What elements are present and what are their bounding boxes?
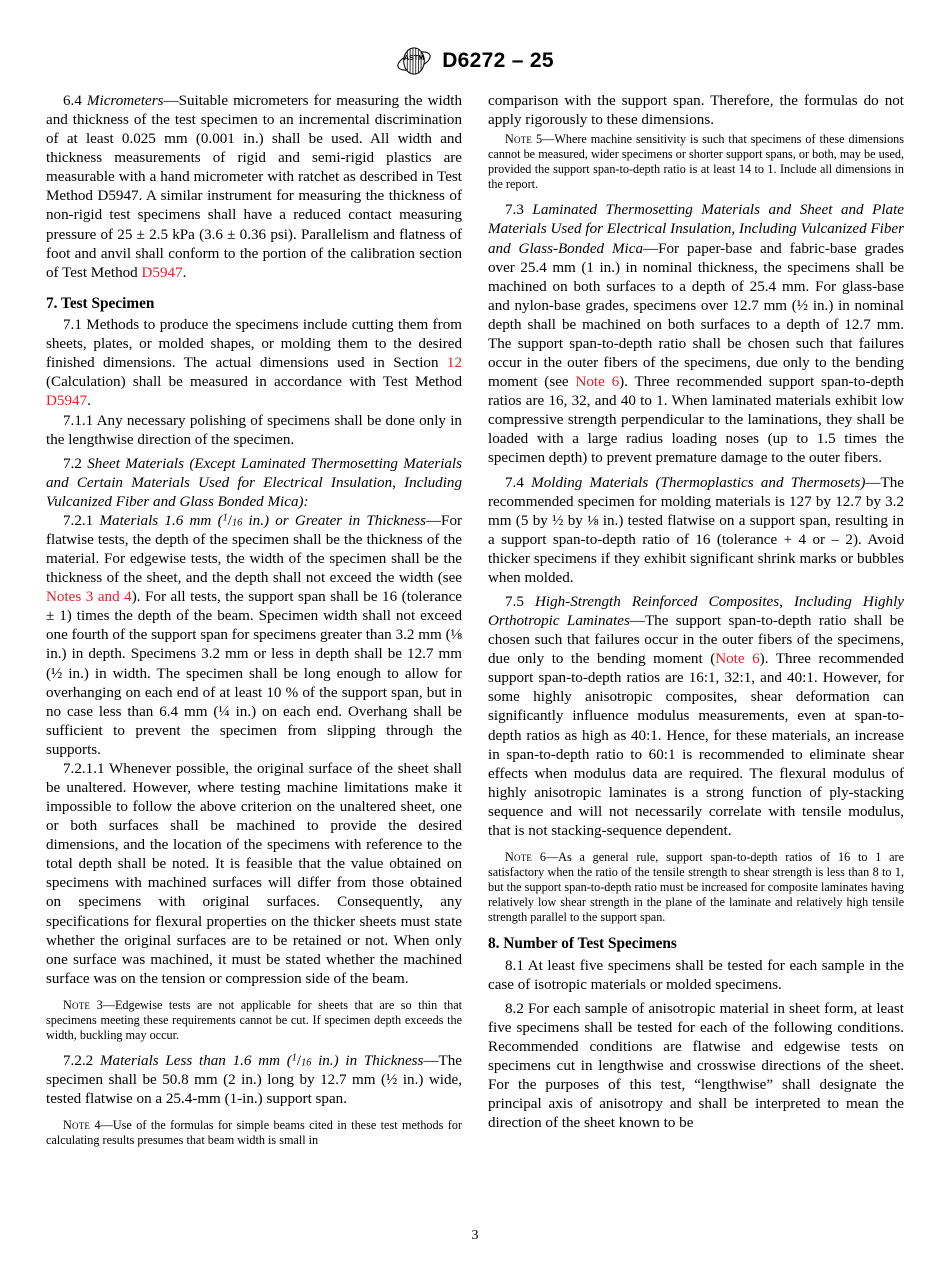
note-label: Note xyxy=(505,132,533,147)
clause-title-a: Materials Less than 1.6 mm ( xyxy=(99,1053,292,1070)
clause-title: Sheet Materials (Except Laminated Thermosetting Materials and Certain Materials Used for Electrical Insulation, Including Vulcanized Fiber and Glass Bonded Mica): xyxy=(46,455,462,510)
note-body: As a general rule, support span-to-depth ratios of 16 to 1 are satisfactory when the ratio of the tensile strength to shear strength is less than 8 to 1, but the support span-to-depth ratio must be increased for composite laminates having relatively low shear strength in the plane of the laminate and relatively high tensile strength parallel to the support span. xyxy=(488,849,904,925)
paragraph-8-1 xyxy=(488,957,904,995)
clause-number: 7.1 xyxy=(63,317,82,334)
em-dash: — xyxy=(102,997,115,1012)
clause-number: 7.5 xyxy=(505,593,524,610)
note-label: Note xyxy=(505,849,533,864)
link-d5947[interactable]: D5947 xyxy=(46,393,88,410)
clause-number: 7.2.1 xyxy=(63,512,94,529)
page-header xyxy=(0,44,950,78)
fraction-denominator: 16 xyxy=(231,517,243,529)
fraction-numerator: 1 xyxy=(291,1052,297,1064)
em-dash: — xyxy=(542,132,555,147)
note-number: 4 xyxy=(90,1118,101,1133)
note-5 xyxy=(488,132,904,192)
note-body: Where machine sensitivity is such that specimens of these dimensions cannot be measured, wider specimens or shorter support spans, or both, may be used, provided the support span-to-depth ratio is at least 14 to 1. Include all dimensions in the report. xyxy=(488,132,904,192)
paragraph-7-4 xyxy=(488,474,904,588)
clause-number: 7.2 xyxy=(63,455,82,472)
clause-number: 8.1 xyxy=(505,957,524,974)
clause-title-b: in.) in Thickness xyxy=(311,1053,424,1070)
clause-number: 7.4 xyxy=(505,474,524,491)
note-number: 6 xyxy=(532,849,546,864)
clause-body: Suitable micrometers for measuring the width and thickness of the test specimen to an incremental discrimination of at least 0.025 mm (0.001 in.) shall be used. All width and thickness measurements of rigid and semi-rigid plastics are measurable with a hand micrometer with ratchet as described in Test Method D5947. A similar instrument for measuring the thickness of non-rigid test specimens shall have a reduced contact measuring pressure of 25 ± 2.5 kPa (3.6 ± 0.36 psi). Parallelism and flatness of foot and anvil shall conform to the portion of the calibration section of Test Method xyxy=(46,93,462,281)
em-dash: — xyxy=(545,849,559,864)
astm-logo xyxy=(396,44,432,78)
paragraph-7-1 xyxy=(46,316,462,411)
clause-title: Molding Materials (Thermoplastics and Thermosets) xyxy=(531,474,866,491)
note-body: Edgewise tests are not applicable for sheets that are so thin that specimens meeting these requirements cannot be cut. If specimen depth exceeds the width, buckling may occur. xyxy=(46,997,463,1042)
clause-body-end: . xyxy=(182,264,187,281)
note-body: Use of the formulas for simple beams cited in these test methods for calculating results presumes that beam width is small in xyxy=(46,1118,462,1148)
page-footer xyxy=(0,1228,950,1244)
section-heading-7: 7. Test Specimen xyxy=(46,294,155,312)
clause-body: The specimen shall be 50.8 mm (2 in.) long by 12.7 mm (½ in.) wide, tested flatwise on a 25.4-mm (1-in.) support span. xyxy=(46,1053,462,1108)
em-dash: — xyxy=(423,1053,439,1070)
clause-body: At least five specimens shall be tested for each sample in the case of isotropic materials or molded specimens. xyxy=(488,957,904,993)
note-number: 3 xyxy=(90,997,103,1012)
em-dash: — xyxy=(643,240,659,257)
em-dash: — xyxy=(163,93,179,109)
clause-body-end: . xyxy=(87,393,91,410)
fraction-one-sixteenth: $^1$/16 xyxy=(291,1052,312,1070)
clause-number: 7.2.1.1 xyxy=(63,760,105,777)
paragraph-7-2-1 xyxy=(46,512,462,760)
paragraph-7-5 xyxy=(488,593,904,841)
clause-body-mid: (Calculation) shall be measured in accordance with Test Method xyxy=(46,374,462,391)
clause-number: 8.2 xyxy=(505,1000,524,1017)
fraction-numerator: 1 xyxy=(222,512,228,524)
paragraph-6-4 xyxy=(46,92,462,283)
page-number: 3 xyxy=(471,1228,479,1243)
clause-body: Any necessary polishing of specimens shall be done only in the lengthwise direction of the specimen. xyxy=(46,412,462,448)
clause-body-end: ). Three recommended support span-to-depth ratios are 16:1, 32:1, and 40:1. However, for some highly anisotropic composites, shear deformation can significantly influence modulus measurements, even at span-to-depth ratios as high as 40:1. Hence, for these materials, an increase in span-to-depth ratio to 60:1 is recommended to eliminate shear effects when modulus data are required. The flexural modulus of highly anisotropic laminates is a strong function of ply-stacking sequence and will not necessarily correlate with tensile modulus, that is not stacking-sequence dependent. xyxy=(488,651,904,839)
two-column-body xyxy=(46,92,904,1207)
paragraph-7-2 xyxy=(46,455,462,512)
clause-body-end: ). Three recommended support span-to-depth ratios are 16, 32, and 40 to 1. When laminated materials exhibit low compressive strength perpendicular to the laminations, they shall be loaded with a large radius loading noses (up to 1.5 times the specimen depth) to prevent premature damage to the outer fibers. xyxy=(488,374,904,467)
clause-title-b: in.) or Greater in Thickness xyxy=(242,512,426,529)
section-heading-8: 8. Number of Test Specimens xyxy=(488,935,677,953)
paragraph-7-2-2 xyxy=(46,1052,462,1109)
note-label: Note xyxy=(63,997,91,1012)
link-section-12[interactable]: 12 xyxy=(446,355,462,372)
note-number: 5 xyxy=(532,132,543,147)
clause-body: For flatwise tests, the depth of the specimen shall be the thickness of the material. For edgewise tests, the width of the specimen shall be the thickness of the sheet, and the depth shall not exceed the width (see xyxy=(46,512,463,587)
em-dash: — xyxy=(865,474,881,491)
fraction-denominator: 16 xyxy=(301,1057,312,1069)
clause-body: The support span-to-depth ratio shall be chosen such that failures occur in the outer fibers of the specimens, due only to the bending moment ( xyxy=(488,613,904,668)
note-3 xyxy=(46,998,462,1043)
em-dash: — xyxy=(100,1118,113,1133)
clause-title: Laminated Thermosetting Materials and Sheet and Plate Materials Used for Electrical Insulation, Including Vulcanized Fiber and Glass-Bonded Mica xyxy=(488,202,904,257)
clause-body: Whenever possible, the original surface of the sheet shall be unaltered. However, where testing machine limitations make it impossible to follow the above criterion on the unaltered sheet, one or both surfaces shall be machined to provide the desired dimensions, and the location of the specimens with reference to the total depth shall be noted. It is feasible that the value obtained on specimens with machined surfaces will differ from those obtained on specimens with original surfaces. Consequently, any specifications for flexural properties on the thicker sheets must state whether the original surfaces are to be retained or not. When only one surface was machined, it must be stated whether the machined surface was on the tension or compression side of the beam. xyxy=(46,760,462,987)
left-column xyxy=(46,92,462,1207)
em-dash: — xyxy=(425,512,442,529)
document-designation: D6272 – 25 xyxy=(442,49,554,72)
link-d5947[interactable]: D5947 xyxy=(141,264,183,281)
clause-title: High-Strength Reinforced Composites, Including Highly Orthotropic Laminates xyxy=(488,593,904,630)
fraction-one-sixteenth: $^1$/16 xyxy=(222,512,243,529)
clause-number: 7.2.2 xyxy=(63,1053,94,1070)
paragraph-note-4-continued: comparison with the support span. Therefore, the formulas do not apply rigorously to these dimensions. xyxy=(488,93,904,129)
clause-body: The recommended specimen for molding materials is 127 by 12.7 by 3.2 mm (5 by ½ by ⅛ in.) tested flatwise on a support span, resulting in a support span-to-depth ratio of 16 (tolerance + 4 or – 2). Avoid thicker specimens if they exhibit significant shrink marks or bubbles when molded. xyxy=(488,474,904,586)
link-notes-3-and-4[interactable]: Notes 3 and 4 xyxy=(46,589,132,606)
clause-body: For paper-base and fabric-base grades over 25.4 mm (1 in.) in nominal thickness, the specimens shall be machined on both surfaces to a depth of 25.4 mm. For glass-base and nylon-base grades, specimens over 12.7 mm (½ in.) in nominal depth shall be machined on both surfaces to a depth of 12.7 mm. The support span-to-depth ratio shall be chosen such that failures occur in the outer fibers of the specimens, due only to the bending moment (see xyxy=(488,240,904,391)
clause-number: 6.4 xyxy=(63,93,82,109)
note-6 xyxy=(488,850,904,925)
clause-title: Micrometers xyxy=(86,93,164,109)
clause-number: 7.3 xyxy=(505,202,524,219)
link-note-6[interactable]: Note 6 xyxy=(575,374,620,391)
paragraph-8-2 xyxy=(488,1000,904,1134)
right-column xyxy=(488,92,904,1207)
paragraph-7-2-1-1 xyxy=(46,760,462,989)
clause-body: Methods to produce the specimens include cutting them from sheets, plates, or molded shapes, or molding them to the desired finished dimensions. The actual dimensions used in Section xyxy=(46,317,462,372)
em-dash: — xyxy=(629,613,645,630)
svg-text:ASTM: ASTM xyxy=(404,53,425,62)
clause-body: For each sample of anisotropic material in sheet form, at least five specimens shall be tested for each of the following conditions. Recommended conditions are flatwise and edgewise tests on specimens cut in lengthwise and crosswise directions of the sheet. For the purposes of this test, “lengthwise” shall designate the principal axis of anisotropy and shall be interpreted to mean the direction of the sheet known to be xyxy=(488,1000,904,1132)
clause-body-end: ). For all tests, the support span shall be 16 (tolerance ± 1) times the depth of the beam. Specimen width shall not exceed one fourth of the support span for specimens greater than 3.2 mm (⅛ in.) in depth. Specimens 3.2 mm or less in depth shall be 12.7 mm (½ in.) in width. The specimen shall be long enough to allow for overhanging on each end of at least 10 % of the support span, but in no case less than 6.4 mm (¼ in.) on each end. Overhang shall be sufficient to prevent the specimen from slipping through the supports. xyxy=(46,589,462,758)
note-4 xyxy=(46,1118,462,1148)
note-label: Note xyxy=(63,1118,91,1133)
paragraph-7-1-1 xyxy=(46,412,462,450)
paragraph-7-3 xyxy=(488,201,904,468)
link-note-6[interactable]: Note 6 xyxy=(715,651,760,668)
clause-title-a: Materials 1.6 mm ( xyxy=(99,512,223,529)
clause-number: 7.1.1 xyxy=(63,412,94,429)
